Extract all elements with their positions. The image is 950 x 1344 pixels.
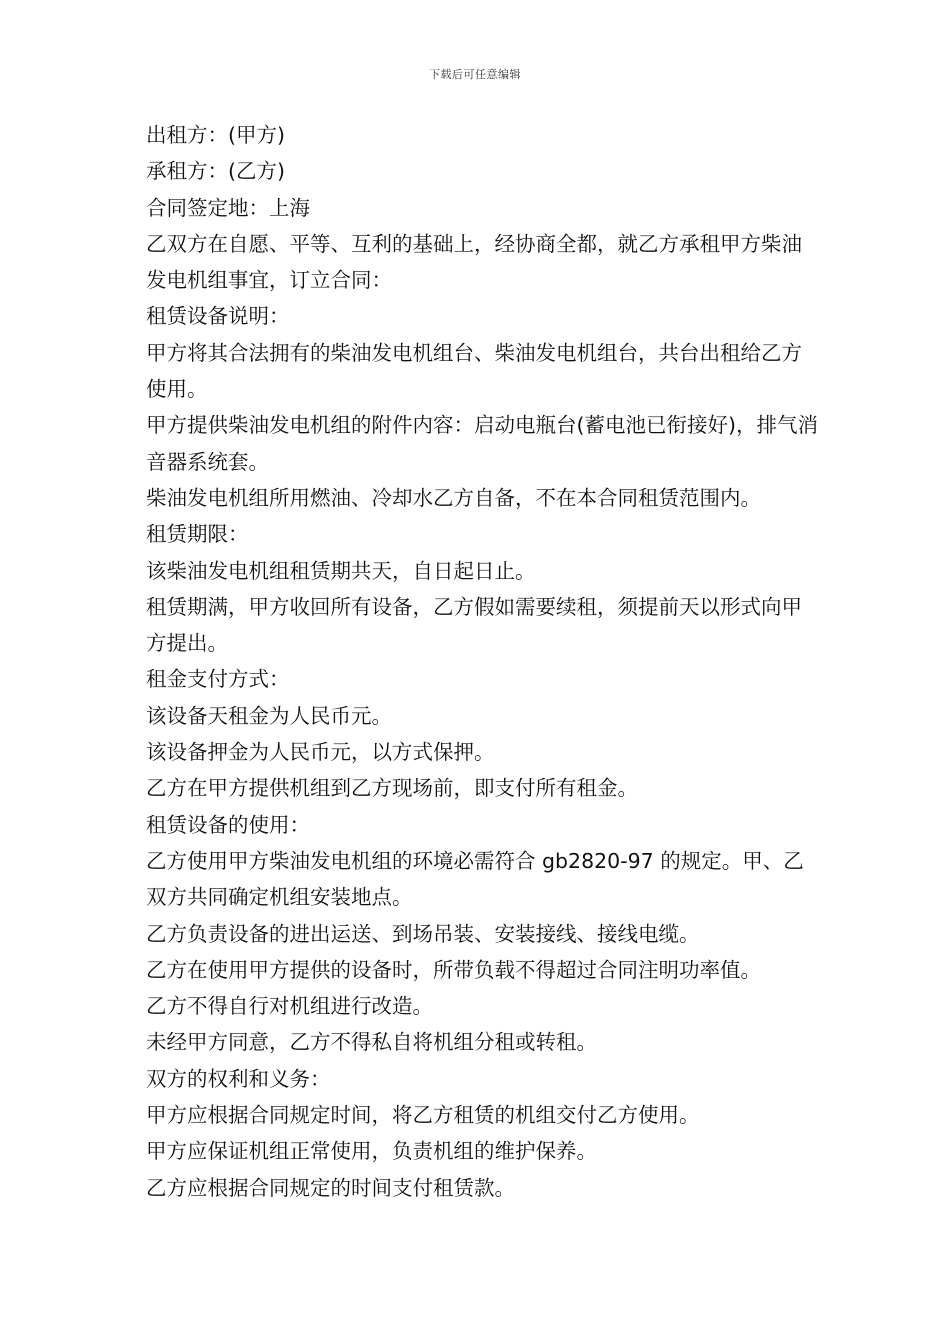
paragraph-term-duration: 该柴油发电机组租赁期共天，自日起日止。 [146,558,536,583]
section-heading-equipment: 租赁设备说明： [146,304,290,329]
section-heading-term: 租赁期限： [146,522,249,547]
section-heading-usage: 租赁设备的使用： [146,812,310,837]
paragraph-preamble: 乙双方在自愿、平等、互利的基础上，经协商全都，就乙方承租甲方柴油发电机组事宜，订立合同： [146,231,802,293]
section-heading-rights: 双方的权利和义务： [146,1066,331,1091]
paragraph-equipment-accessories: 甲方提供柴油发电机组的附件内容：启动电瓶台(蓄电池已衔接好)，排气消音器系统套。 [146,413,818,474]
paragraph-lessor: 出租方：(甲方) [146,123,285,147]
paragraph-deposit: 该设备押金为人民币元，以方式保押。 [146,740,495,765]
paragraph-equipment-units: 甲方将其合法拥有的柴油发电机组台、柴油发电机组台，共台出租给乙方使用。 [146,340,802,402]
paragraph-fuel-coolant: 柴油发电机组所用燃油、冷却水乙方自备，不在本合同租赁范围内。 [146,485,761,510]
paragraph-term-renewal: 租赁期满，甲方收回所有设备，乙方假如需要续租，须提前天以形式向甲方提出。 [146,594,802,656]
paragraph-rights-maintenance: 甲方应保证机组正常使用，负责机组的维护保养。 [146,1139,597,1164]
paragraph-usage-sublease: 未经甲方同意，乙方不得私自将机组分租或转租。 [146,1030,597,1055]
paragraph-rights-payment: 乙方应根据合同规定的时间支付租赁款。 [146,1175,515,1200]
paragraph-payment-timing: 乙方在甲方提供机组到乙方现场前，即支付所有租金。 [146,776,638,801]
section-heading-payment: 租金支付方式： [146,667,290,692]
paragraph-usage-environment: 乙方使用甲方柴油发电机组的环境必需符合 gb2820-97 的规定。甲、乙双方共同确定机组安装地点。 [146,848,804,910]
paragraph-usage-load: 乙方在使用甲方提供的设备时，所带负载不得超过合同注明功率值。 [146,957,761,982]
paragraph-signing-place: 合同签定地：上海 [146,195,310,220]
paragraph-lessee: 承租方：(乙方) [146,159,285,184]
paragraph-daily-rent: 该设备天租金为人民币元。 [146,703,392,728]
header-note: 下载后可任意编辑 [429,68,521,81]
paragraph-usage-modification: 乙方不得自行对机组进行改造。 [146,994,433,1019]
paragraph-rights-delivery: 甲方应根据合同规定时间，将乙方租赁的机组交付乙方使用。 [146,1103,700,1128]
document-body [146,117,818,1206]
paragraph-usage-transport: 乙方负责设备的进出运送、到场吊装、安装接线、接线电缆。 [146,921,700,946]
